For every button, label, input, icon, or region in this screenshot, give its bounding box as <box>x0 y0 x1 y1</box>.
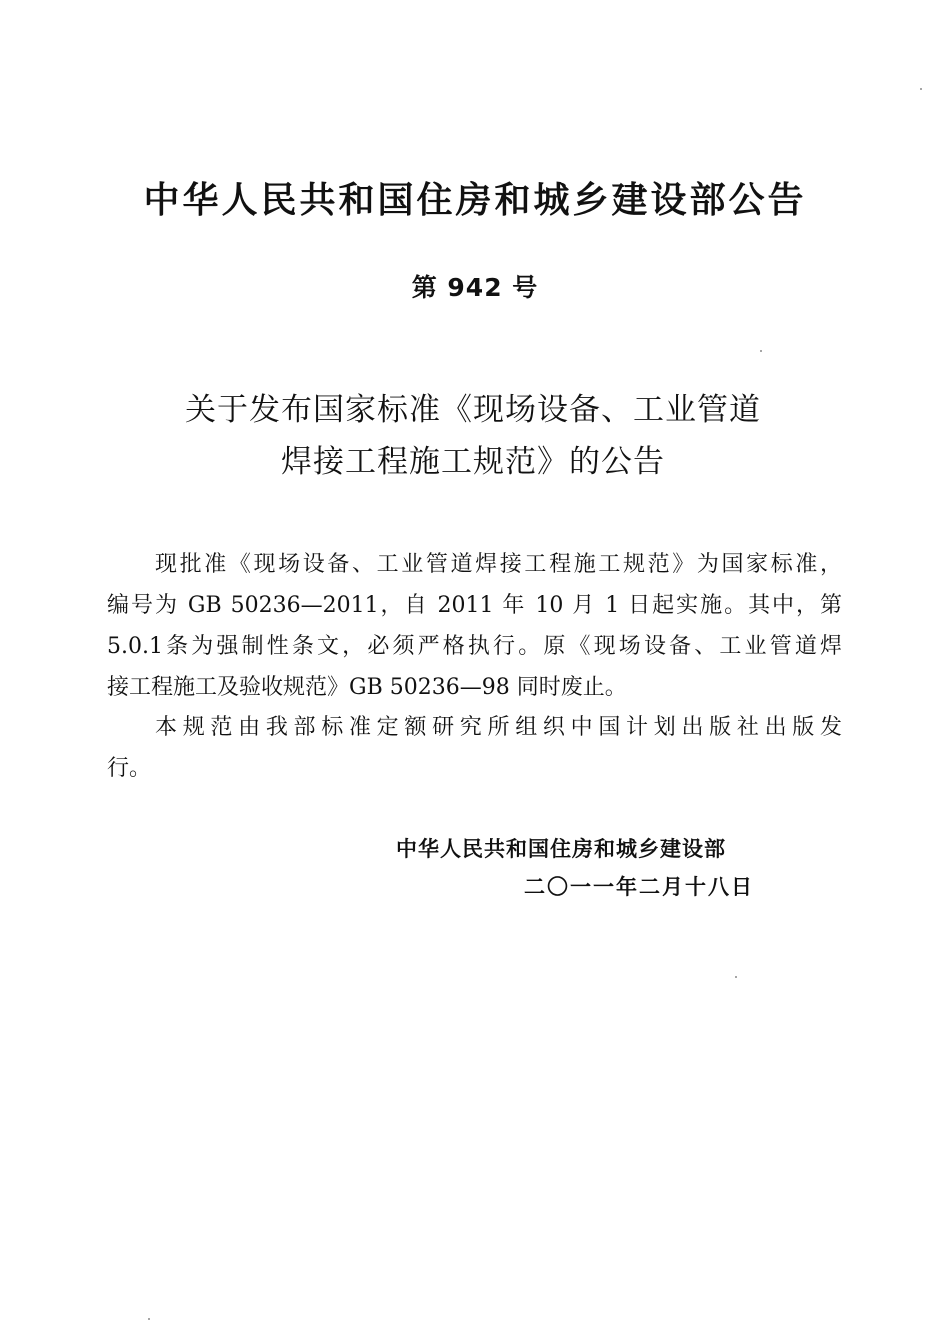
notice-number: 第 942 号 <box>411 273 539 302</box>
issuer-signature: 中华人民共和国住房和城乡建设部 <box>396 837 726 861</box>
body-paragraph-2-line-2: 行。 <box>107 756 152 781</box>
notice-subject-line-2: 焊接工程施工规范》的公告 <box>281 444 665 480</box>
scan-speck <box>735 976 737 978</box>
scan-speck <box>148 1318 150 1320</box>
notice-subject-line-1: 关于发布国家标准《现场设备、工业管道 <box>185 392 761 428</box>
body-paragraph-2-line-1: 本规范由我部标准定额研究所组织中国计划出版社出版发 <box>155 715 842 740</box>
scan-speck <box>920 88 922 90</box>
body-paragraph-1-line-1: 现批准《现场设备、工业管道焊接工程施工规范》为国家标准， <box>155 552 842 577</box>
body-paragraph-1-line-2: 编号为 GB 50236—2011，自 2011 年 10 月 1 日起实施。其中，第 <box>107 593 842 618</box>
issue-date: 二〇一一年二月十八日 <box>524 875 754 899</box>
body-paragraph-1-line-3: 5.0.1条为强制性条文，必须严格执行。原《现场设备、工业管道焊 <box>107 634 842 659</box>
body-paragraph-1-line-4: 接工程施工及验收规范》GB 50236—98 同时废止。 <box>107 675 627 700</box>
notice-title: 中华人民共和国住房和城乡建设部公告 <box>143 180 807 221</box>
scan-speck <box>760 350 762 352</box>
